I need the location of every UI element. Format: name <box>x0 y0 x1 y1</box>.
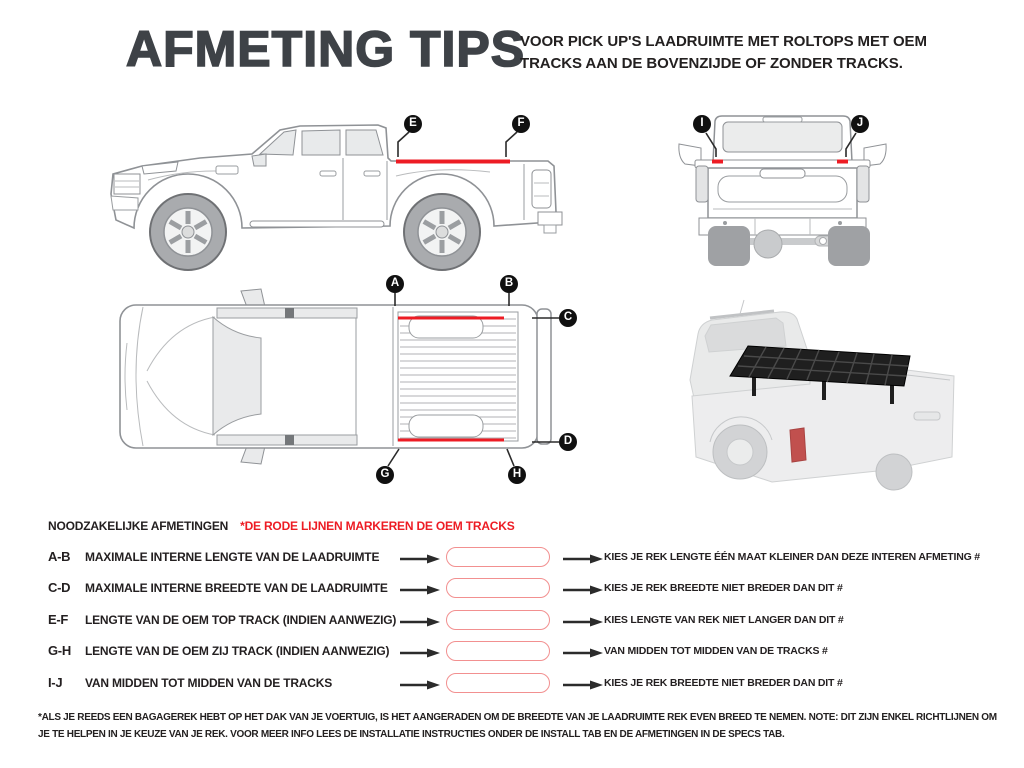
page-title: AFMETING TIPS <box>126 21 526 77</box>
arrow-right-icon <box>400 585 440 595</box>
measurements-header <box>48 519 515 533</box>
page-subtitle-line1: VOOR PICK UP'S LAADRUIMTE MET ROLTOPS MET OEM <box>520 33 927 50</box>
arrow-right-icon <box>563 648 603 658</box>
measurement-instruction: VAN MIDDEN TOT MIDDEN VAN DE TRACKS # <box>604 645 828 657</box>
measurement-description: VAN MIDDEN TOT MIDDEN VAN DE TRACKS <box>85 676 333 690</box>
footnote-line2: JE TE HELPEN IN JE KEUZE VAN JE REK. VOOR MEER INFO LEES DE INSTALLATIE INSTRUCTIES ONDER DE INSTALL TAB EN DE AFMETINGEN IN DE SPECS TAB. <box>38 729 785 740</box>
dimension-marker-d: D <box>559 433 577 451</box>
measurement-value-field-ij[interactable] <box>446 673 550 693</box>
arrow-right-icon <box>400 680 440 690</box>
measurement-value-field-cd[interactable] <box>446 578 550 598</box>
measurement-instruction: KIES JE REK BREEDTE NIET BREDER DAN DIT # <box>604 677 843 689</box>
dimension-marker-a: A <box>386 275 404 293</box>
arrow-right-icon <box>563 617 603 627</box>
measurement-row-ij <box>0 672 1024 694</box>
dimension-marker-g: G <box>376 466 394 484</box>
measurement-instruction: KIES LENGTE VAN REK NIET LANGER DAN DIT # <box>604 614 844 626</box>
dimension-marker-c: C <box>559 309 577 327</box>
truck-rack-3q-view-image <box>652 292 992 492</box>
measurement-row-ab <box>0 546 1024 568</box>
truck-top-view-diagram <box>113 283 578 483</box>
measurement-id: A-B <box>48 549 71 564</box>
dimension-marker-b: B <box>500 275 518 293</box>
measurement-id: G-H <box>48 643 71 658</box>
page-subtitle-line2: TRACKS AAN DE BOVENZIJDE OF ZONDER TRACKS. <box>520 55 903 72</box>
measurement-row-cd <box>0 577 1024 599</box>
measurements-heading: NOODZAKELIJKE AFMETINGEN <box>48 519 229 533</box>
arrow-right-icon <box>400 617 440 627</box>
measurement-value-field-gh[interactable] <box>446 641 550 661</box>
measurement-description: LENGTE VAN DE OEM TOP TRACK (INDIEN AANWEZIG) <box>85 613 397 627</box>
measurement-value-field-ab[interactable] <box>446 547 550 567</box>
arrow-right-icon <box>400 554 440 564</box>
arrow-right-icon <box>563 554 603 564</box>
measurement-id: I-J <box>48 675 63 690</box>
measurement-description: MAXIMALE INTERNE BREEDTE VAN DE LAADRUIMTE <box>85 581 388 595</box>
measurement-row-gh <box>0 640 1024 662</box>
arrow-right-icon <box>563 680 603 690</box>
measurement-description: MAXIMALE INTERNE LENGTE VAN DE LAADRUIMTE <box>85 550 380 564</box>
dimension-marker-e: E <box>404 115 422 133</box>
arrow-right-icon <box>563 585 603 595</box>
dimension-marker-i: I <box>693 115 711 133</box>
measurement-id: E-F <box>48 612 69 627</box>
footnote-line1: *ALS JE REEDS EEN BAGAGEREK HEBT OP HET DAK VAN JE VOERTUIG, IS HET AANGERADEN OM DE BREEDTE VAN JE LAADRUIMTE REK EVEN BREED TE NEMEN. NOTE: DIT ZIJN ENKEL RICHTLIJNEN OM <box>38 712 997 723</box>
footnote <box>38 709 1013 743</box>
arrow-right-icon <box>400 648 440 658</box>
oem-tracks-note: *DE RODE LIJNEN MARKEREN DE OEM TRACKS <box>240 519 515 533</box>
measurement-instruction: KIES JE REK BREEDTE NIET BREDER DAN DIT # <box>604 582 843 594</box>
measurement-value-field-ef[interactable] <box>446 610 550 630</box>
measurement-row-ef <box>0 609 1024 631</box>
measurement-id: C-D <box>48 580 71 595</box>
dimension-marker-f: F <box>512 115 530 133</box>
dimension-marker-j: J <box>851 115 869 133</box>
measurement-description: LENGTE VAN DE OEM ZIJ TRACK (INDIEN AANWEZIG) <box>85 644 390 658</box>
truck-side-view-diagram <box>100 108 565 273</box>
page-subtitle <box>520 31 927 75</box>
dimension-marker-h: H <box>508 466 526 484</box>
measurement-instruction: KIES JE REK LENGTE ÉÉN MAAT KLEINER DAN DEZE INTEREN AFMETING # <box>604 551 980 563</box>
